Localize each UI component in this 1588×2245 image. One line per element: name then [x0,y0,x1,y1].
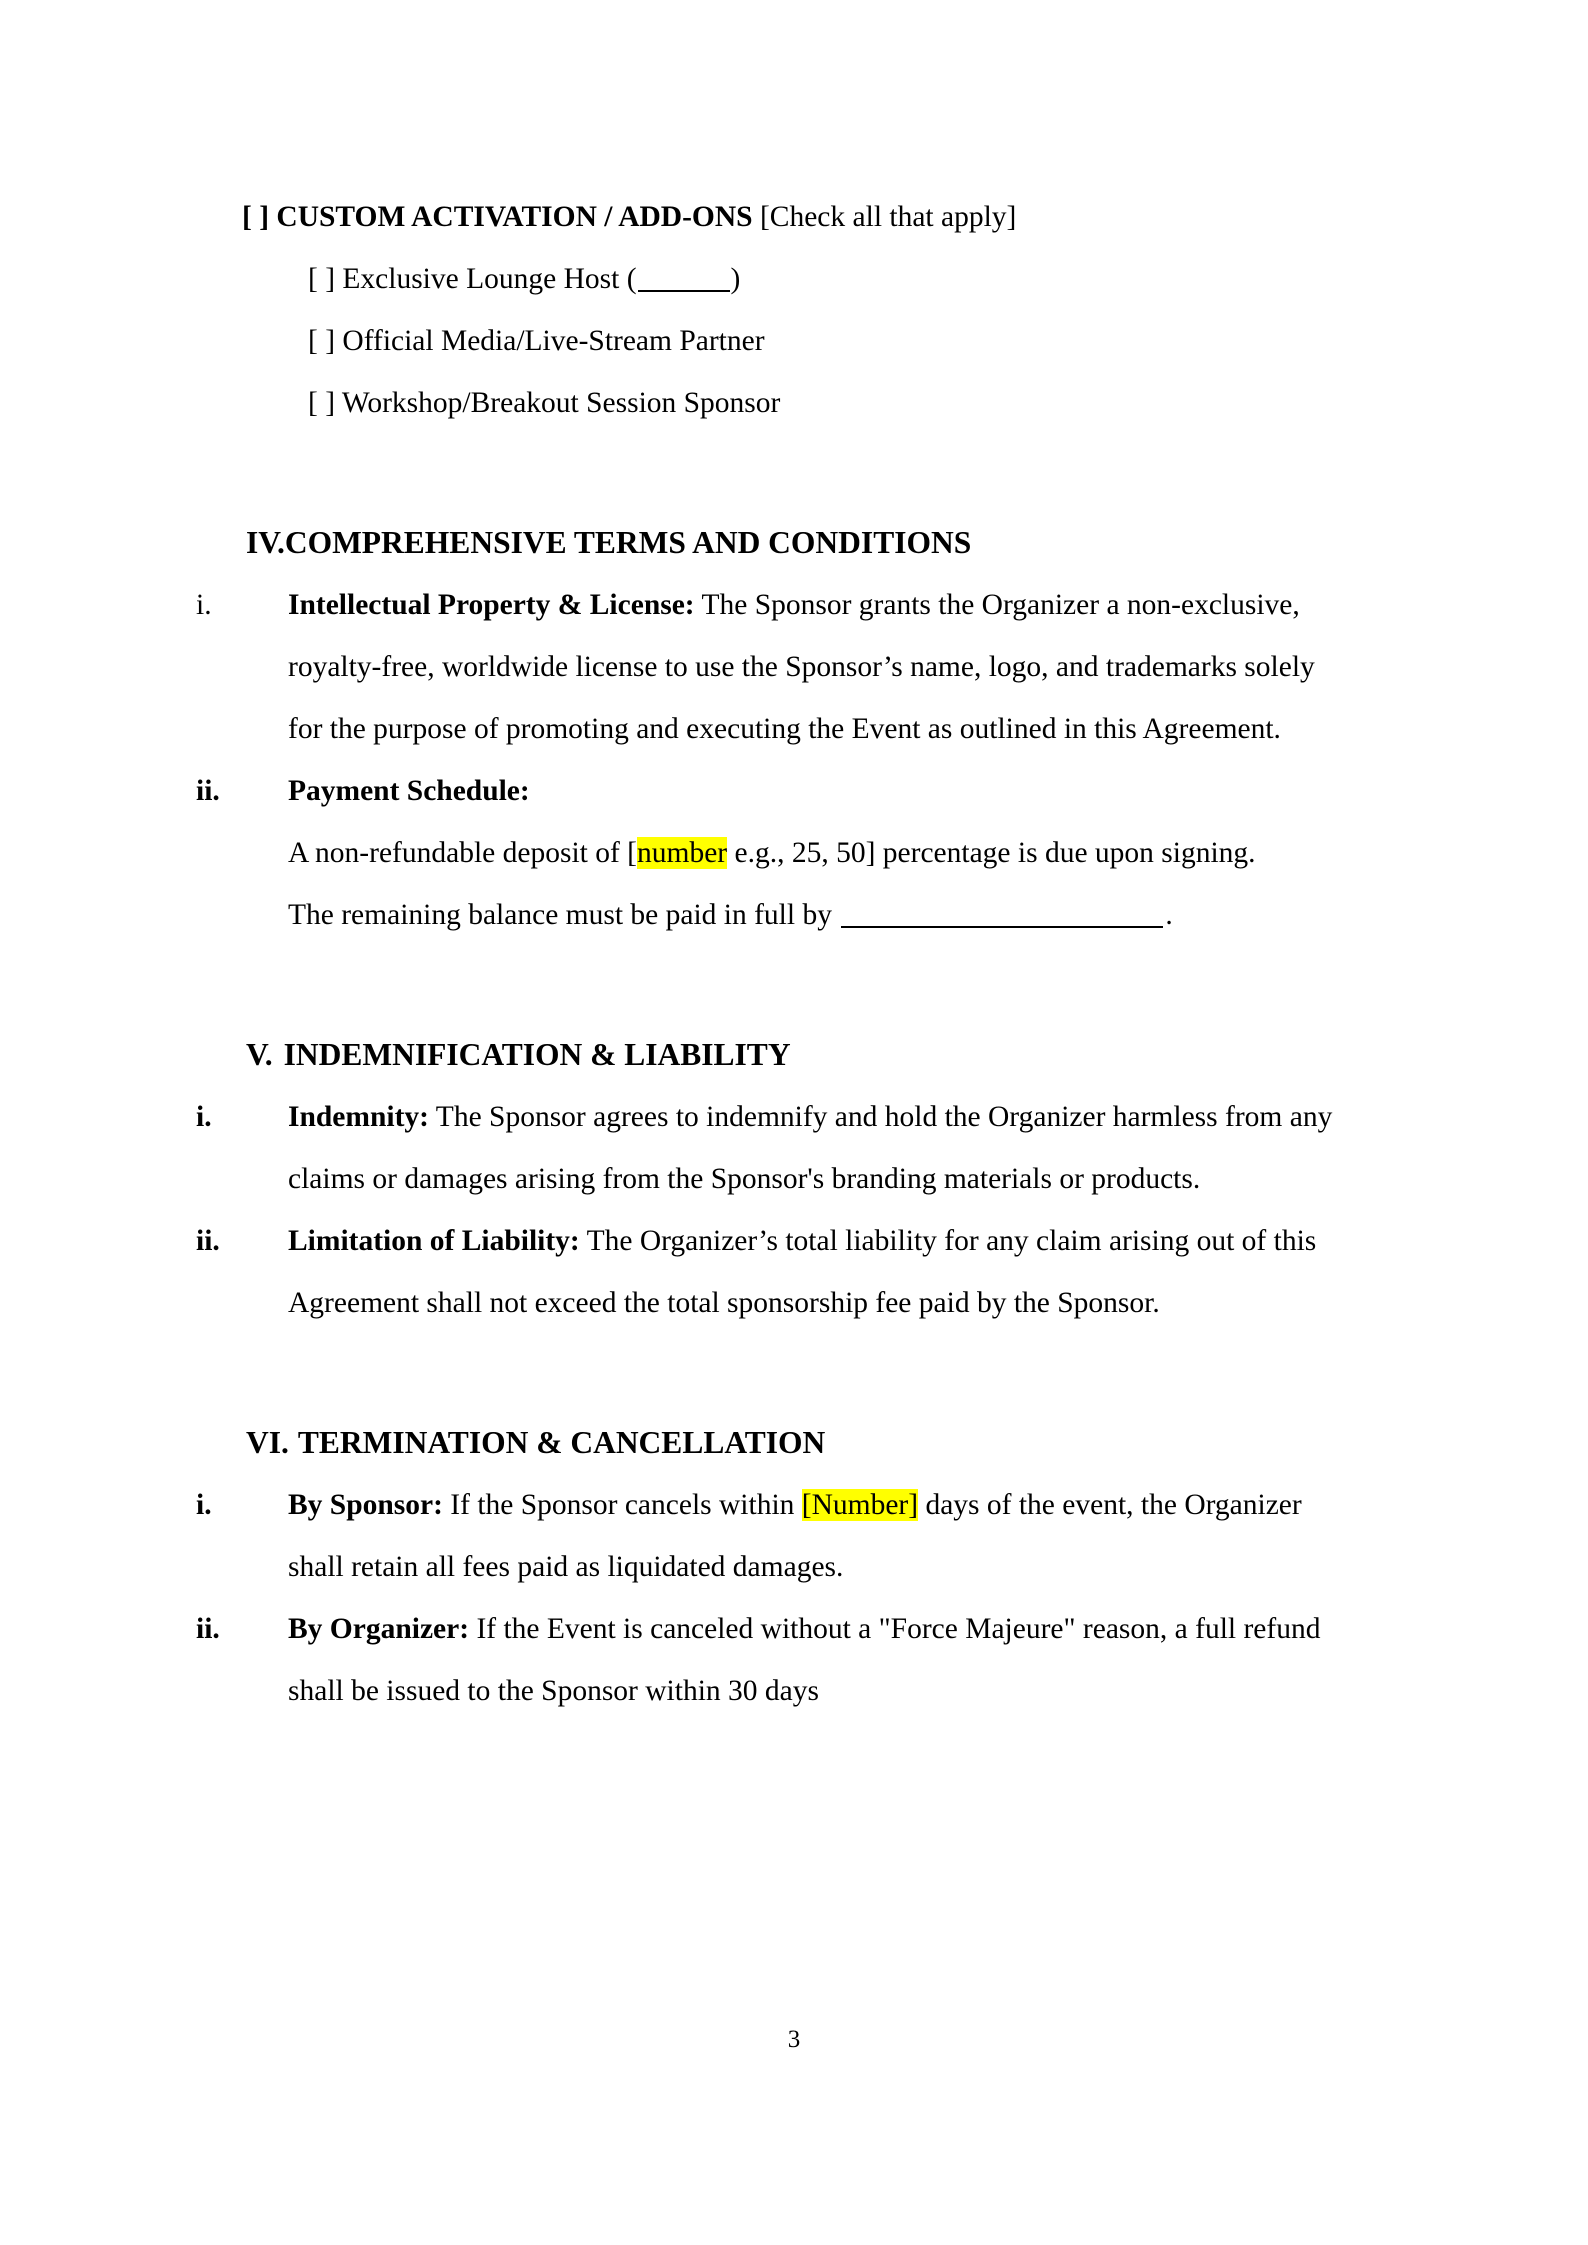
checkbox-workshop-session-sponsor[interactable] [308,372,1356,434]
list-marker: i. [196,1101,212,1133]
spacer [196,1334,1356,1412]
list-item-body [288,1086,1356,1210]
list-item-text: If the Event is canceled without a "Force Majeure" reason, a full refund shall be issued to the Sponsor within 30 days [288,1613,1321,1707]
spacer [196,434,1356,512]
list-item-lead: Limitation of Liability: [288,1225,580,1257]
section-iv-list [196,574,1356,946]
section-v-list [196,1086,1356,1334]
section-heading-v [246,1024,1356,1086]
fill-in-blank-line[interactable] [638,290,730,292]
list-item [196,1598,1356,1722]
checkbox-label-suffix: ) [730,263,741,295]
list-item-lead: Indemnity: [288,1101,429,1133]
section-numeral: VI. [246,1425,289,1460]
addons-heading-label: [ ] CUSTOM ACTIVATION / ADD-ONS [242,201,753,233]
list-marker: i. [196,589,212,621]
list-item-lead: By Sponsor: [288,1489,443,1521]
list-item-text-after: days of the event, the Organizer shall retain all fees paid as liquidated damages. [288,1489,1302,1583]
section-vi-list [196,1474,1356,1722]
page-number: 3 [787,2026,801,2053]
highlighted-placeholder-number: number [637,837,728,869]
fill-in-blank-line[interactable] [841,926,1163,928]
list-item [196,1086,1356,1210]
checkbox-label: [ ] Workshop/Breakout Session Sponsor [308,387,781,419]
balance-text-after: . [1165,899,1173,931]
list-item-text-before: If the Sponsor cancels within [442,1489,802,1521]
list-item-text: The Sponsor agrees to indemnify and hold the Organizer harmless from any claims or damages arising from the Sponsor's branding materials or products. [288,1101,1333,1195]
section-numeral: IV. [246,525,285,560]
list-item [196,1474,1356,1598]
list-item-lead: Payment Schedule: [288,775,530,807]
list-item-body [288,574,1356,760]
section-title: INDEMNIFICATION & LIABILITY [283,1037,791,1072]
list-marker: ii. [196,1225,220,1257]
deposit-text-before: A non-refundable deposit of [ [288,837,637,869]
list-marker: ii. [196,1613,220,1645]
section-heading-vi [246,1412,1356,1474]
list-item [196,1210,1356,1334]
section-heading-iv [246,512,1356,574]
list-item-text: The Organizer’s total liability for any claim arising out of this Agreement shall not exceed the total sponsorship fee paid by the Sponsor. [288,1225,1317,1319]
list-item [196,760,1356,946]
balance-text-before: The remaining balance must be paid in full by [288,899,840,931]
checkbox-exclusive-lounge-host[interactable] [308,248,1356,310]
addons-heading [242,186,1356,248]
payment-deposit-line [288,822,1356,884]
payment-balance-line [288,884,1356,946]
checkbox-official-media-partner[interactable] [308,310,1356,372]
list-item-body [288,1598,1356,1722]
page-content [196,186,1356,1722]
list-item-body [288,1210,1356,1334]
list-item-lead: Intellectual Property & License: [288,589,695,621]
list-item [196,574,1356,760]
checkbox-label-prefix: [ ] Exclusive Lounge Host ( [308,263,637,295]
section-numeral: V. [246,1037,273,1072]
list-item-body [288,1474,1356,1598]
list-item-body [288,760,1356,946]
list-item-lead: By Organizer: [288,1613,470,1645]
spacer [196,946,1356,1024]
deposit-text-after: e.g., 25, 50] percentage is due upon signing. [727,837,1256,869]
list-marker: ii. [196,775,220,807]
list-marker: i. [196,1489,212,1521]
highlighted-placeholder-number: [Number] [801,1489,919,1521]
section-title: COMPREHENSIVE TERMS AND CONDITIONS [284,525,972,560]
list-item-text: The Sponsor grants the Organizer a non-exclusive, royalty-free, worldwide license to use the Sponsor’s name, logo, and trademarks solely for the purpose of promoting and executing the Event as outlined in this Agreement. [288,589,1315,745]
addons-heading-note: [Check all that apply] [752,201,1017,233]
section-title: TERMINATION & CANCELLATION [297,1425,826,1460]
checkbox-label: [ ] Official Media/Live-Stream Partner [308,325,765,357]
